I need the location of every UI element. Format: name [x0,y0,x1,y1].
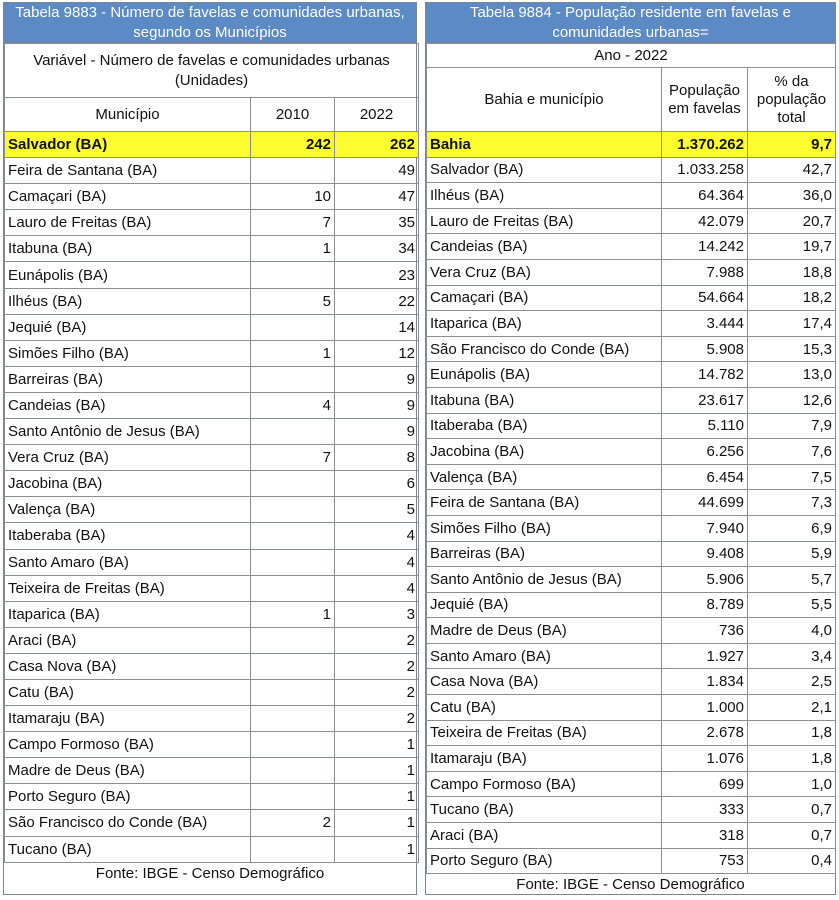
cell-v2022: 2 [335,627,419,653]
cell-pct: 5,7 [748,567,836,593]
table-row [427,387,836,413]
column-header-2010: 2010 [251,98,335,132]
cell-v2010: 5 [251,288,335,314]
cell-pct: 13,0 [748,362,836,388]
cell-municipio: Itaparica (BA) [427,311,662,337]
cell-pct: 7,5 [748,464,836,490]
cell-pop: 736 [662,618,748,644]
cell-v2022: 5 [335,497,419,523]
cell-v2022: 3 [335,601,419,627]
cell-v2022: 9 [335,366,419,392]
cell-municipio: Camaçari (BA) [427,285,662,311]
table-row [5,758,419,784]
cell-v2010: 10 [251,184,335,210]
table-row [427,413,836,439]
table-row [427,746,836,772]
right-year-label: Ano - 2022 [427,44,836,68]
table-row [427,234,836,260]
column-header-percent: % da população total [748,68,836,132]
table-row [427,439,836,465]
table-row [5,497,419,523]
cell-municipio: Ilhéus (BA) [427,183,662,209]
right-table-body [427,132,836,874]
table-row [427,311,836,337]
cell-v2010 [251,549,335,575]
cell-municipio: Santo Antônio de Jesus (BA) [427,567,662,593]
cell-pct: 0,4 [748,848,836,874]
cell-municipio: Itamaraju (BA) [427,746,662,772]
cell-v2010: 7 [251,210,335,236]
cell-v2010 [251,523,335,549]
table-row [5,184,419,210]
table-row [427,336,836,362]
cell-v2010: 1 [251,236,335,262]
cell-v2022: 49 [335,158,419,184]
cell-pct: 4,0 [748,618,836,644]
table-row [5,392,419,418]
cell-municipio: Jacobina (BA) [5,471,251,497]
cell-pop: 1.033.258 [662,157,748,183]
table-row [5,784,419,810]
cell-pop: 44.699 [662,490,748,516]
cell-pct: 5,9 [748,541,836,567]
cell-municipio: Teixeira de Freitas (BA) [5,575,251,601]
cell-v2022: 35 [335,210,419,236]
cell-municipio: Salvador (BA) [5,132,251,158]
cell-municipio: Casa Nova (BA) [427,669,662,695]
cell-pct: 12,6 [748,387,836,413]
cell-v2022: 12 [335,340,419,366]
table-row [5,549,419,575]
table-row [427,183,836,209]
cell-municipio: Catu (BA) [427,695,662,721]
table-row [5,836,419,862]
cell-municipio: Candeias (BA) [5,392,251,418]
cell-v2010 [251,575,335,601]
cell-municipio: Bahia [427,132,662,158]
cell-municipio: Simões Filho (BA) [5,340,251,366]
cell-pop: 7.988 [662,259,748,285]
cell-municipio: Santo Amaro (BA) [427,643,662,669]
cell-municipio: Teixeira de Freitas (BA) [427,720,662,746]
cell-pct: 15,3 [748,336,836,362]
cell-pop: 54.664 [662,285,748,311]
cell-municipio: Eunápolis (BA) [5,262,251,288]
cell-v2022: 8 [335,445,419,471]
left-table-body [5,132,419,863]
cell-v2010 [251,679,335,705]
cell-v2022: 34 [335,236,419,262]
table-row [427,695,836,721]
table-row [5,210,419,236]
cell-municipio: Madre de Deus (BA) [5,758,251,784]
table-row [5,653,419,679]
cell-pct: 18,2 [748,285,836,311]
cell-pct: 1,0 [748,771,836,797]
cell-municipio: Araci (BA) [427,823,662,849]
table-row [427,362,836,388]
cell-pop: 1.370.262 [662,132,748,158]
table-row [5,471,419,497]
cell-pct: 6,9 [748,515,836,541]
cell-pct: 3,4 [748,643,836,669]
cell-v2010 [251,158,335,184]
cell-pct: 7,9 [748,413,836,439]
cell-municipio: Jequié (BA) [5,314,251,340]
cell-municipio: Lauro de Freitas (BA) [427,208,662,234]
favelas-count-table-panel [3,2,417,895]
table-row [427,592,836,618]
cell-pop: 14.242 [662,234,748,260]
cell-v2010 [251,653,335,679]
cell-v2022: 2 [335,679,419,705]
table-row-highlight [5,132,419,158]
favelas-population-table-panel [425,2,836,895]
cell-pct: 9,7 [748,132,836,158]
cell-v2010 [251,262,335,288]
table-row [5,262,419,288]
table-row [5,575,419,601]
cell-municipio: São Francisco do Conde (BA) [5,810,251,836]
cell-v2022: 4 [335,523,419,549]
table-row [5,445,419,471]
cell-municipio: Simões Filho (BA) [427,515,662,541]
cell-v2022: 23 [335,262,419,288]
cell-municipio: Itabuna (BA) [427,387,662,413]
cell-v2022: 47 [335,184,419,210]
column-header-2022: 2022 [335,98,419,132]
cell-municipio: Tucano (BA) [5,836,251,862]
table-row [427,208,836,234]
cell-v2022: 22 [335,288,419,314]
cell-municipio: Itabuna (BA) [5,236,251,262]
cell-municipio: Itamaraju (BA) [5,706,251,732]
cell-v2010: 7 [251,445,335,471]
cell-municipio: Salvador (BA) [427,157,662,183]
table-row [427,669,836,695]
cell-pct: 2,1 [748,695,836,721]
cell-municipio: Santo Amaro (BA) [5,549,251,575]
cell-pop: 14.782 [662,362,748,388]
cell-pop: 7.940 [662,515,748,541]
cell-municipio: Feira de Santana (BA) [5,158,251,184]
cell-v2022: 9 [335,419,419,445]
column-header-municipio: Município [5,98,251,132]
cell-municipio: Vera Cruz (BA) [5,445,251,471]
table-row [427,157,836,183]
cell-municipio: São Francisco do Conde (BA) [427,336,662,362]
cell-pop: 3.444 [662,311,748,337]
cell-v2022: 2 [335,706,419,732]
cell-pop: 6.256 [662,439,748,465]
cell-pct: 0,7 [748,797,836,823]
table-row [5,314,419,340]
cell-pct: 1,8 [748,746,836,772]
cell-municipio: Tucano (BA) [427,797,662,823]
cell-pop: 333 [662,797,748,823]
cell-municipio: Feira de Santana (BA) [427,490,662,516]
table-row [427,541,836,567]
cell-pct: 18,8 [748,259,836,285]
cell-pop: 5.110 [662,413,748,439]
table-row [427,720,836,746]
cell-v2010: 242 [251,132,335,158]
table-row [5,706,419,732]
right-source-footer: Fonte: IBGE - Censo Demográfico [516,876,745,894]
table-row [5,366,419,392]
table-row [5,419,419,445]
cell-v2010: 2 [251,810,335,836]
table-row [427,464,836,490]
table-row [5,288,419,314]
cell-pct: 17,4 [748,311,836,337]
left-variable-label: Variável - Número de favelas e comunidades urbanas (Unidades) [5,44,419,98]
table-row [5,732,419,758]
cell-municipio: Barreiras (BA) [5,366,251,392]
cell-v2022: 14 [335,314,419,340]
cell-municipio: Campo Formoso (BA) [5,732,251,758]
cell-municipio: Candeias (BA) [427,234,662,260]
table-row [5,627,419,653]
cell-municipio: Camaçari (BA) [5,184,251,210]
cell-v2010 [251,471,335,497]
cell-pop: 1.076 [662,746,748,772]
table-row [427,771,836,797]
cell-v2022: 2 [335,653,419,679]
cell-v2022: 262 [335,132,419,158]
left-source-footer: Fonte: IBGE - Censo Demográfico [95,864,325,882]
cell-pop: 23.617 [662,387,748,413]
cell-pct: 1,8 [748,720,836,746]
cell-pop: 5.906 [662,567,748,593]
cell-pct: 36,0 [748,183,836,209]
cell-pop: 318 [662,823,748,849]
table-row [427,285,836,311]
cell-municipio: Casa Nova (BA) [5,653,251,679]
table-row [427,490,836,516]
cell-v2010 [251,497,335,523]
cell-pct: 7,3 [748,490,836,516]
cell-pop: 753 [662,848,748,874]
cell-v2022: 1 [335,732,419,758]
cell-municipio: Araci (BA) [5,627,251,653]
cell-pct: 2,5 [748,669,836,695]
cell-municipio: Valença (BA) [427,464,662,490]
cell-v2022: 4 [335,549,419,575]
cell-municipio: Porto Seguro (BA) [427,848,662,874]
cell-municipio: Jequié (BA) [427,592,662,618]
cell-municipio: Campo Formoso (BA) [427,771,662,797]
cell-pop: 1.834 [662,669,748,695]
cell-municipio: Porto Seguro (BA) [5,784,251,810]
cell-v2022: 9 [335,392,419,418]
cell-v2010 [251,366,335,392]
cell-municipio: Catu (BA) [5,679,251,705]
right-table-title: Tabela 9884 - População residente em favelas e comunidades urbanas= [426,3,835,43]
cell-v2010 [251,732,335,758]
cell-v2010 [251,627,335,653]
cell-municipio: Ilhéus (BA) [5,288,251,314]
cell-v2010 [251,784,335,810]
cell-pct: 20,7 [748,208,836,234]
cell-municipio: Jacobina (BA) [427,439,662,465]
table-row [5,810,419,836]
cell-pop: 64.364 [662,183,748,209]
cell-v2022: 1 [335,758,419,784]
cell-v2022: 6 [335,471,419,497]
table-row [427,515,836,541]
table-row [5,601,419,627]
cell-pop: 1.000 [662,695,748,721]
cell-municipio: Eunápolis (BA) [427,362,662,388]
cell-v2010 [251,314,335,340]
cell-v2010: 1 [251,601,335,627]
cell-municipio: Itaberaba (BA) [5,523,251,549]
favelas-population-table [426,43,836,874]
table-row [5,340,419,366]
cell-pop: 1.927 [662,643,748,669]
cell-v2010 [251,836,335,862]
table-row [5,523,419,549]
cell-municipio: Valença (BA) [5,497,251,523]
cell-pct: 7,6 [748,439,836,465]
column-header-populacao: População em favelas [662,68,748,132]
table-row [427,797,836,823]
table-row [427,848,836,874]
left-table-title: Tabela 9883 - Número de favelas e comunidades urbanas, segundo os Municípios [4,3,416,43]
cell-municipio: Itaberaba (BA) [427,413,662,439]
table-row-highlight [427,132,836,158]
cell-v2010: 1 [251,340,335,366]
cell-v2022: 1 [335,784,419,810]
table-row [5,158,419,184]
cell-v2010 [251,758,335,784]
cell-pct: 5,5 [748,592,836,618]
cell-pop: 5.908 [662,336,748,362]
cell-municipio: Barreiras (BA) [427,541,662,567]
table-row [427,259,836,285]
cell-v2010 [251,706,335,732]
cell-pct: 19,7 [748,234,836,260]
cell-pop: 9.408 [662,541,748,567]
cell-municipio: Santo Antônio de Jesus (BA) [5,419,251,445]
cell-municipio: Itaparica (BA) [5,601,251,627]
favelas-count-table [4,43,419,863]
cell-pop: 2.678 [662,720,748,746]
table-row [427,567,836,593]
cell-pop: 42.079 [662,208,748,234]
cell-pct: 0,7 [748,823,836,849]
table-row [427,823,836,849]
cell-v2022: 4 [335,575,419,601]
cell-pop: 8.789 [662,592,748,618]
table-row [427,643,836,669]
table-row [5,236,419,262]
cell-pop: 6.454 [662,464,748,490]
table-row [5,679,419,705]
cell-municipio: Lauro de Freitas (BA) [5,210,251,236]
column-header-bahia-municipio: Bahia e município [427,68,662,132]
cell-v2010 [251,419,335,445]
cell-v2022: 1 [335,836,419,862]
cell-pop: 699 [662,771,748,797]
cell-v2010: 4 [251,392,335,418]
cell-municipio: Vera Cruz (BA) [427,259,662,285]
cell-municipio: Madre de Deus (BA) [427,618,662,644]
cell-v2022: 1 [335,810,419,836]
table-row [427,618,836,644]
cell-pct: 42,7 [748,157,836,183]
